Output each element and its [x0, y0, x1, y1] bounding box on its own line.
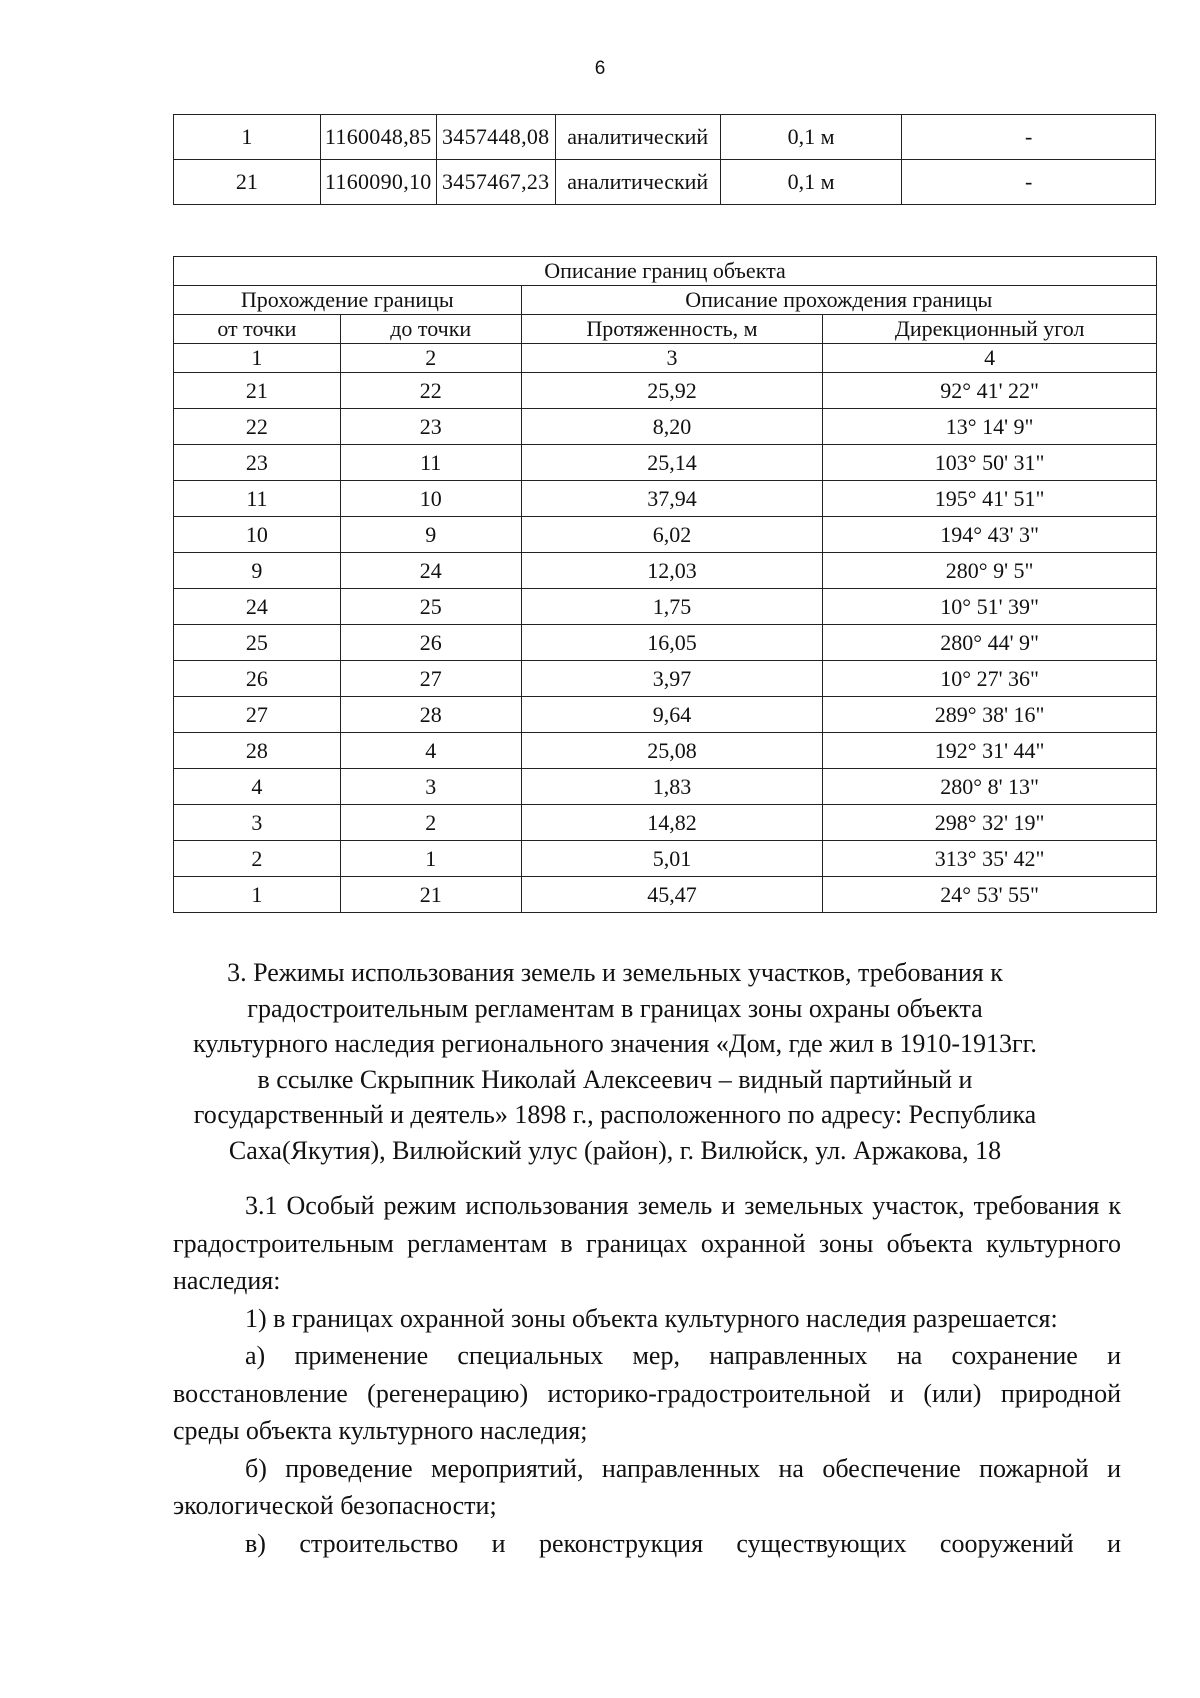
to-point-cell: 22: [340, 373, 521, 409]
table-row: [174, 877, 1157, 913]
table-row: [174, 733, 1157, 769]
length-cell: 45,47: [521, 877, 823, 913]
from-point-cell: 24: [174, 589, 341, 625]
from-point-cell: 11: [174, 481, 341, 517]
direction-angle-cell: 298° 32' 19": [823, 805, 1157, 841]
to-point-cell: 2: [340, 805, 521, 841]
to-point-cell: 9: [340, 517, 521, 553]
heading-line: 3. Режимы использования земель и земельных участков, требования к: [227, 958, 1003, 987]
column-header-from-point: от точки: [174, 315, 341, 344]
direction-angle-cell: 194° 43' 3": [823, 517, 1157, 553]
from-point-cell: 28: [174, 733, 341, 769]
length-cell: 25,14: [521, 445, 823, 481]
from-point-cell: 10: [174, 517, 341, 553]
length-cell: 6,02: [521, 517, 823, 553]
length-cell: 1,83: [521, 769, 823, 805]
table-row: [174, 115, 1156, 160]
direction-angle-cell: 313° 35' 42": [823, 841, 1157, 877]
to-point-cell: 24: [340, 553, 521, 589]
column-number: 4: [823, 344, 1157, 373]
to-point-cell: 11: [340, 445, 521, 481]
length-cell: 3,97: [521, 661, 823, 697]
table-row: [174, 160, 1156, 205]
paragraph-item-a: а) применение специальных мер, направленных на сохранение и восстановление (регенерацию) историко-градостроительной и (или) природной среды объекта культурного наследия;: [173, 1341, 1121, 1445]
from-point-cell: 25: [174, 625, 341, 661]
direction-angle-cell: 280° 8' 13": [823, 769, 1157, 805]
length-cell: 25,08: [521, 733, 823, 769]
table-row: [174, 445, 1157, 481]
column-header-to-point: до точки: [340, 315, 521, 344]
heading-line: Саха(Якутия), Вилюйский улус (район), г. Вилюйск, ул. Аржакова, 18: [228, 1135, 1002, 1165]
column-header-direction-angle: Дирекционный угол: [823, 315, 1157, 344]
direction-angle-cell: 10° 51' 39": [823, 589, 1157, 625]
length-cell: 16,05: [521, 625, 823, 661]
heading-line: градостроительным регламентам в границах зоны охраны объекта: [247, 993, 983, 1023]
from-point-cell: 1: [174, 877, 341, 913]
paragraph-3-1: 3.1 Особый режим использования земель и земельных участок, требования к градостроительным регламентам в границах охранной зоны объекта культурного наследия:: [173, 1191, 1121, 1295]
from-point-cell: 22: [174, 409, 341, 445]
table-title: Описание границ объекта: [174, 257, 1157, 286]
to-point-cell: 26: [340, 625, 521, 661]
heading-line: культурного наследия регионального значения «Дом, где жил в 1910-1913гг.: [193, 1029, 1037, 1058]
length-cell: 25,92: [521, 373, 823, 409]
section-heading: [150, 955, 1080, 1168]
table-row: [174, 841, 1157, 877]
x-coordinate-cell: 1160090,10: [320, 160, 436, 205]
table-row: [174, 517, 1157, 553]
paragraph-item-1: 1) в границах охранной зоны объекта культурного наследия разрешается:: [245, 1303, 1058, 1333]
column-header-length: Протяженность, м: [521, 315, 823, 344]
page-number: 6: [594, 58, 606, 79]
body-text: [173, 1187, 1121, 1562]
from-point-cell: 21: [174, 373, 341, 409]
direction-angle-cell: 92° 41' 22": [823, 373, 1157, 409]
from-point-cell: 9: [174, 553, 341, 589]
length-cell: 8,20: [521, 409, 823, 445]
note-cell: -: [902, 160, 1156, 205]
length-cell: 12,03: [521, 553, 823, 589]
to-point-cell: 27: [340, 661, 521, 697]
table-row: [174, 373, 1157, 409]
from-point-cell: 2: [174, 841, 341, 877]
note-cell: -: [902, 115, 1156, 160]
to-point-cell: 10: [340, 481, 521, 517]
paragraph-item-v: в) строительство и реконструкция существующих сооружений и: [245, 1528, 1121, 1558]
method-cell: аналитический: [555, 115, 720, 160]
direction-angle-cell: 289° 38' 16": [823, 697, 1157, 733]
table-row: [174, 589, 1157, 625]
to-point-cell: 23: [340, 409, 521, 445]
column-number: 2: [340, 344, 521, 373]
length-cell: 14,82: [521, 805, 823, 841]
to-point-cell: 3: [340, 769, 521, 805]
group-header-boundary-description: Описание прохождения границы: [521, 286, 1156, 315]
column-number: 1: [174, 344, 341, 373]
heading-line: государственный и деятель» 1898 г., расположенного по адресу: Республика: [193, 1100, 1037, 1129]
length-cell: 37,94: [521, 481, 823, 517]
table-row: [174, 409, 1157, 445]
method-cell: аналитический: [555, 160, 720, 205]
to-point-cell: 25: [340, 589, 521, 625]
coordinates-table: [173, 114, 1156, 205]
column-number: 3: [521, 344, 823, 373]
direction-angle-cell: 195° 41' 51": [823, 481, 1157, 517]
direction-angle-cell: 103° 50' 31": [823, 445, 1157, 481]
table-row: [174, 805, 1157, 841]
heading-line: в ссылке Скрыпник Николай Алексеевич – видный партийный и: [257, 1064, 973, 1094]
direction-angle-cell: 24° 53' 55": [823, 877, 1157, 913]
from-point-cell: 4: [174, 769, 341, 805]
accuracy-cell: 0,1 м: [720, 115, 902, 160]
point-number-cell: 21: [174, 160, 321, 205]
direction-angle-cell: 13° 14' 9": [823, 409, 1157, 445]
direction-angle-cell: 280° 44' 9": [823, 625, 1157, 661]
to-point-cell: 1: [340, 841, 521, 877]
table-row: [174, 769, 1157, 805]
y-coordinate-cell: 3457467,23: [436, 160, 555, 205]
length-cell: 9,64: [521, 697, 823, 733]
table-row: [174, 481, 1157, 517]
y-coordinate-cell: 3457448,08: [436, 115, 555, 160]
length-cell: 5,01: [521, 841, 823, 877]
to-point-cell: 21: [340, 877, 521, 913]
boundary-description-table: [173, 256, 1157, 913]
x-coordinate-cell: 1160048,85: [320, 115, 436, 160]
accuracy-cell: 0,1 м: [720, 160, 902, 205]
from-point-cell: 3: [174, 805, 341, 841]
table-row: [174, 697, 1157, 733]
from-point-cell: 27: [174, 697, 341, 733]
point-number-cell: 1: [174, 115, 321, 160]
table-row: [174, 661, 1157, 697]
table-row: [174, 625, 1157, 661]
group-header-boundary-passage: Прохождение границы: [174, 286, 522, 315]
to-point-cell: 28: [340, 697, 521, 733]
from-point-cell: 26: [174, 661, 341, 697]
paragraph-item-b: б) проведение мероприятий, направленных на обеспечение пожарной и экологической безопасности;: [173, 1453, 1121, 1520]
direction-angle-cell: 280° 9' 5": [823, 553, 1157, 589]
direction-angle-cell: 192° 31' 44": [823, 733, 1157, 769]
length-cell: 1,75: [521, 589, 823, 625]
table-row: [174, 553, 1157, 589]
from-point-cell: 23: [174, 445, 341, 481]
direction-angle-cell: 10° 27' 36": [823, 661, 1157, 697]
to-point-cell: 4: [340, 733, 521, 769]
